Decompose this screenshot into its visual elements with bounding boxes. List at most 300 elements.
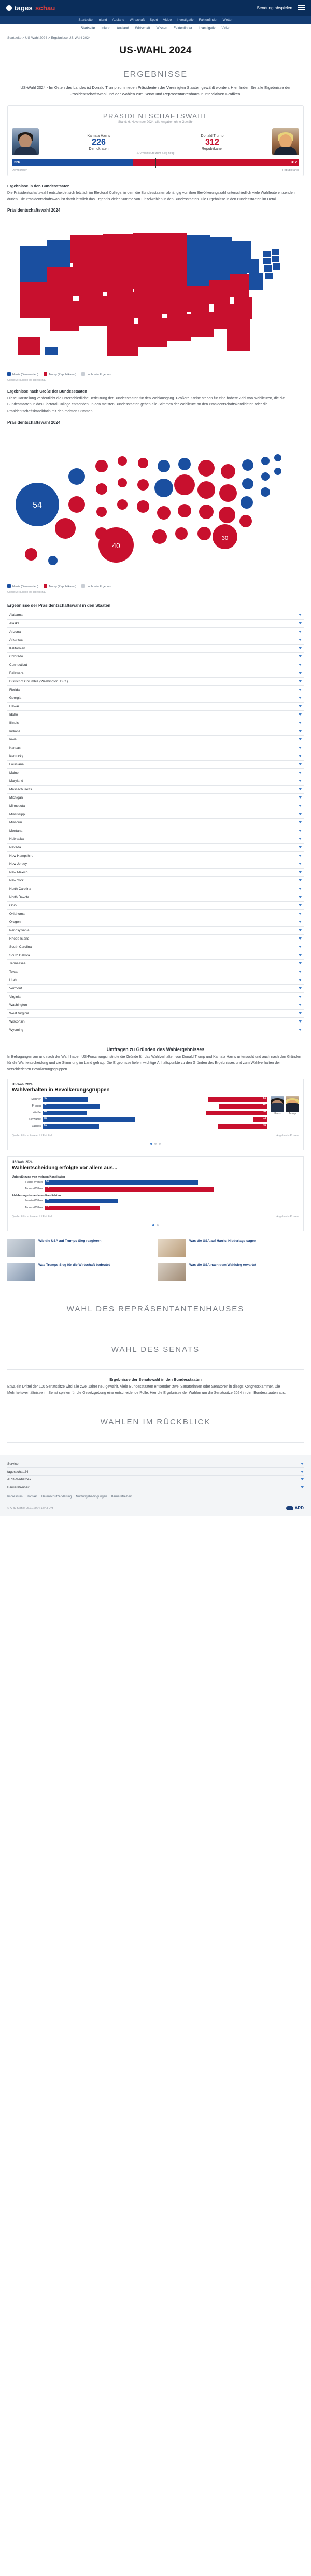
chevron-down-icon [299, 830, 302, 832]
chevron-down-icon [299, 763, 302, 765]
poll1-harris-bar [43, 1117, 135, 1122]
state-accordion-item[interactable] [7, 802, 304, 810]
harris-electoral-votes: 226 [92, 137, 106, 147]
map2-block-label: Ergebnisse nach Größe der Bundesstaaten [7, 389, 87, 394]
poll1-harris-value: 85 [44, 1116, 48, 1120]
chevron-down-icon [299, 838, 302, 840]
chevron-down-icon [299, 722, 302, 724]
nav-item-5[interactable]: Faktenfinder [173, 26, 192, 30]
presidential-result-card [7, 105, 304, 176]
state-name: Indiana [9, 729, 21, 733]
poll2-row [12, 1205, 299, 1211]
state-name: Kalifornien [9, 646, 25, 650]
poll1-harris-photo [271, 1096, 284, 1112]
state-name: New Jersey [9, 862, 27, 866]
state-accordion-item[interactable] [7, 678, 304, 686]
poll-chart-motivation [7, 1156, 304, 1231]
poll1-candidate-heads [271, 1096, 299, 1130]
state-accordion-item[interactable] [7, 951, 304, 960]
chevron-down-icon [299, 846, 302, 848]
poll2-row-label: Harris-Wähler [25, 1199, 43, 1202]
poll2-value: 32 [46, 1198, 50, 1201]
divider-senate [7, 1369, 304, 1370]
tagesschau-logo[interactable] [6, 4, 55, 12]
harris-party: Demokraten [89, 147, 109, 151]
chevron-down-icon [299, 929, 302, 931]
teaser-grid [7, 1239, 304, 1281]
state-accordion-item[interactable] [7, 927, 304, 935]
chevron-down-icon [299, 1029, 302, 1031]
poll1-row-label: Schwarze [28, 1118, 41, 1121]
live-play-label[interactable]: Sendung abspielen [257, 5, 292, 10]
subnav-item-8[interactable]: Wetter [222, 18, 233, 22]
poll1-row [12, 1096, 267, 1103]
state-name: Louisiana [9, 762, 24, 766]
state-accordion-item[interactable] [7, 794, 304, 802]
map1-legend-1: Trump (Republikaner) [44, 372, 76, 376]
state-accordion-item[interactable] [7, 636, 304, 645]
state-name: North Dakota [9, 895, 30, 899]
poll1-row-track [43, 1097, 267, 1102]
teaser-headline[interactable]: Was die USA nach dem Wahlsieg erwartet [189, 1263, 256, 1267]
state-accordion-item[interactable] [7, 744, 304, 752]
chevron-down-icon [301, 1463, 304, 1465]
senate-heading: WAHL DES SENATS [111, 1345, 200, 1354]
chevron-down-icon [299, 647, 302, 649]
footer-link[interactable]: Nutzungsbedingungen [76, 1495, 107, 1499]
chevron-down-icon [299, 730, 302, 732]
nav-item-1[interactable]: Inland [101, 26, 111, 30]
poll1-row-track [43, 1104, 267, 1109]
chevron-down-icon [299, 697, 302, 699]
state-name: Nevada [9, 845, 21, 849]
poll1-trump-value: 57 [263, 1110, 266, 1113]
state-name: Mississippi [9, 812, 26, 816]
footer-section-row[interactable] [7, 1476, 304, 1483]
us-choropleth-map[interactable] [7, 215, 304, 370]
presidential-heading: PRÄSIDENTSCHAFTSWAHL [103, 111, 208, 120]
state-accordion-item[interactable] [7, 852, 304, 860]
poll2-row-track [45, 1206, 299, 1210]
teaser-thumbnail [7, 1263, 35, 1281]
map2-legend-2: noch kein Ergebnis [81, 584, 111, 589]
state-accordion-item[interactable] [7, 960, 304, 968]
poll2-bar [45, 1187, 214, 1192]
state-name: Arizona [9, 629, 21, 634]
state-name: Wyoming [9, 1028, 24, 1032]
state-name: Minnesota [9, 804, 25, 808]
teaser-thumbnail [158, 1263, 186, 1281]
state-accordion-item[interactable] [7, 653, 304, 661]
chevron-down-icon [299, 713, 302, 716]
state-name: Colorado [9, 654, 23, 659]
electoral-bar-trump-value: 312 [291, 161, 297, 164]
state-accordion-item[interactable] [7, 611, 304, 620]
state-accordion-item[interactable] [7, 893, 304, 902]
footer-link[interactable]: Barrierefreiheit [111, 1495, 132, 1499]
divider-retro-bottom [7, 1442, 304, 1443]
poll2-bar [45, 1206, 100, 1210]
electoral-bar-harris-value: 226 [14, 161, 20, 164]
poll1-kicker: US-Wahl 2024 [12, 1083, 33, 1086]
chevron-down-icon [299, 979, 302, 981]
state-accordion-item[interactable] [7, 810, 304, 819]
state-accordion-item[interactable] [7, 860, 304, 869]
subnav-item-7[interactable]: Faktenfinder [199, 18, 218, 22]
logo-dot-icon [6, 5, 12, 11]
state-accordion-item[interactable] [7, 1026, 304, 1034]
state-name: District of Columbia (Washington, D.C.) [9, 679, 68, 683]
chevron-down-icon [299, 755, 302, 757]
nav-item-4[interactable]: Wissen [156, 26, 167, 30]
state-name: Rhode Island [9, 936, 30, 941]
menu-icon[interactable] [298, 5, 305, 10]
poll1-harris-bar [43, 1111, 87, 1115]
state-name: Pennsylvania [9, 928, 30, 932]
electoral-bar-trump [133, 159, 299, 166]
chevron-down-icon [299, 855, 302, 857]
main-nav-bar [0, 24, 311, 33]
chevron-down-icon [301, 1478, 304, 1480]
page-title: US-WAHL 2024 [119, 45, 192, 56]
poll1-harris-bar [43, 1097, 88, 1102]
state-name: Maine [9, 771, 19, 775]
footer-section-label: tagesschau24 [7, 1469, 29, 1474]
chevron-down-icon [299, 780, 302, 782]
map1-legend-2: noch kein Ergebnis [81, 372, 111, 376]
teaser-headline[interactable]: Was Trumps Sieg für die Wirtschaft bedeutet [38, 1263, 110, 1267]
poll1-dot-2[interactable] [154, 1143, 157, 1145]
trump-name: Donald Trump [201, 134, 224, 138]
electoral-bar [12, 159, 299, 166]
poll1-row [12, 1110, 267, 1116]
chevron-down-icon [299, 896, 302, 898]
state-accordion-item[interactable] [7, 761, 304, 769]
top-header-bar [0, 0, 311, 16]
chevron-down-icon [299, 996, 302, 998]
state-name: New Mexico [9, 870, 28, 874]
teaser-headline[interactable]: Wie die USA auf Trumps Sieg reagieren [38, 1239, 102, 1243]
senate-block-label: Ergebnisse der Senatswahl in den Bundesstaaten [109, 1377, 202, 1382]
poll1-trump-value: 13 [263, 1116, 266, 1120]
map2-source: Quelle: AP/Edison via tagesschau [7, 590, 47, 594]
senate-block-text: Etwa ein Drittel der 100 Senatssitze wird alle zwei Jahre neu gewählt. Viele Bundesstaaten entsenden zwei Senatorinnen oder Senatoren in diesgs Kongresskammer. Die Mehrheitsverhältnisse im Senat spielen für die Gesetzgebung eine entscheidende Rolle. Hier die Ergebnisse der Wahlen um die Senatssitze 2024 in den Bundesstaaten aus. [7, 1384, 286, 1395]
poll2-dot-1[interactable] [152, 1224, 154, 1226]
map1-legend-0: Harris (Demokraten) [7, 372, 38, 376]
chevron-down-icon [299, 664, 302, 666]
state-accordion-item[interactable] [7, 844, 304, 852]
chevron-down-icon [299, 639, 302, 641]
teaser-thumbnail [7, 1239, 35, 1257]
chevron-down-icon [299, 863, 302, 865]
chevron-down-icon [301, 1486, 304, 1488]
footer-link[interactable]: Kontakt [26, 1495, 38, 1499]
states-list-title: Ergebnisse der Präsidentschaftswahl in den Staaten [7, 603, 111, 608]
state-name: Montana [9, 829, 23, 833]
state-accordion-item[interactable] [7, 943, 304, 951]
nav-item-0[interactable]: Startseite [80, 26, 95, 30]
poll1-row-label: Frauen [32, 1104, 41, 1108]
poll1-row-track [43, 1124, 267, 1129]
chevron-down-icon [299, 672, 302, 674]
us-bubble-map[interactable] [7, 427, 304, 582]
poll1-harris-value: 41 [44, 1110, 48, 1113]
poll2-row-track [45, 1199, 299, 1203]
nav-item-7[interactable]: Video [221, 26, 231, 30]
state-accordion-item[interactable] [7, 620, 304, 628]
state-name: Connecticut [9, 663, 27, 667]
state-accordion-item[interactable] [7, 711, 304, 719]
harris-photo [12, 128, 39, 155]
state-name: Kentucky [9, 754, 23, 758]
chevron-down-icon [299, 913, 302, 915]
subnav-item-0[interactable]: Startseite [78, 18, 93, 22]
poll1-harris-bar [43, 1124, 99, 1129]
chevron-down-icon [299, 1020, 302, 1023]
state-accordion-item[interactable] [7, 827, 304, 835]
state-name: Massachusetts [9, 787, 32, 791]
poll2-row [12, 1179, 299, 1186]
poll1-harris-value: 53 [44, 1103, 48, 1107]
state-accordion-item[interactable] [7, 1001, 304, 1010]
ard-logo[interactable] [286, 1506, 304, 1510]
state-accordion-item[interactable] [7, 661, 304, 669]
state-name: Arkansas [9, 638, 24, 642]
poll1-rows [12, 1096, 267, 1130]
state-results-map[interactable] [7, 208, 304, 382]
state-accordion-item[interactable] [7, 835, 304, 844]
state-accordion-item[interactable] [7, 1018, 304, 1026]
teaser-card[interactable] [7, 1239, 153, 1257]
poll1-trump-bar [253, 1117, 267, 1122]
map1-source: Quelle: AP/Edison via tagesschau [7, 379, 47, 382]
state-accordion-item[interactable] [7, 686, 304, 694]
footer-section-row[interactable] [7, 1460, 304, 1468]
chevron-down-icon [299, 788, 302, 790]
chevron-down-icon [299, 655, 302, 657]
poll2-row-label: Trump-Wähler [25, 1206, 43, 1209]
chevron-down-icon [299, 971, 302, 973]
state-accordion-item[interactable] [7, 885, 304, 893]
state-accordion-item[interactable] [7, 976, 304, 985]
subnav-item-4[interactable]: Sport [149, 18, 158, 22]
subnav-item-3[interactable]: Wirtschaft [130, 18, 145, 22]
poll1-trump-value: 46 [263, 1123, 266, 1127]
state-accordion-item[interactable] [7, 869, 304, 877]
map2-legend [7, 584, 304, 589]
footer-link[interactable]: Impressum [7, 1495, 23, 1499]
state-accordion-item[interactable] [7, 719, 304, 727]
poll1-trump-bar [206, 1111, 267, 1115]
chevron-down-icon [299, 962, 302, 964]
state-name: Hawaii [9, 704, 20, 708]
poll1-dot-3[interactable] [159, 1143, 161, 1145]
state-accordion-item[interactable] [7, 777, 304, 786]
teaser-headline[interactable]: Was die USA auf Harris' Niederlage sagen [189, 1239, 256, 1243]
state-name: Wisconsin [9, 1019, 25, 1024]
trump-photo [272, 128, 299, 155]
chevron-down-icon [299, 680, 302, 682]
state-name: New Hampshire [9, 853, 34, 858]
chevron-down-icon [299, 1004, 302, 1006]
state-accordion-item[interactable] [7, 628, 304, 636]
house-heading: WAHL DES REPRÄSENTANTENHAUSES [66, 1304, 245, 1313]
state-name: Alaska [9, 621, 20, 625]
nav-item-3[interactable]: Wirtschaft [135, 26, 150, 30]
poll2-unit: Angaben in Prozent [276, 1215, 299, 1219]
bar-foot-left: Demokraten [12, 168, 27, 172]
teaser-card[interactable] [158, 1239, 304, 1257]
page-footer [0, 1455, 311, 1516]
states-accordion [7, 611, 304, 1034]
poll1-row-track [43, 1111, 267, 1115]
breadcrumb[interactable]: Startseite > US-Wahl 2024 > Ergebnisse US-Wahl 2024 [7, 36, 91, 40]
chevron-down-icon [299, 738, 302, 740]
trump-party: Republikaner [201, 147, 223, 151]
poll1-row [12, 1116, 267, 1123]
state-accordion-item[interactable] [7, 786, 304, 794]
state-name: Kansas [9, 746, 21, 750]
poll1-row-label: Männer [31, 1098, 41, 1101]
poll2-bar [45, 1180, 198, 1185]
footer-section-label: Barrierefreiheit [7, 1485, 30, 1489]
chevron-down-icon [299, 937, 302, 940]
state-accordion-item[interactable] [7, 819, 304, 827]
poll2-pagination[interactable] [8, 1222, 303, 1231]
chevron-down-icon [299, 622, 302, 624]
poll1-pagination[interactable] [8, 1140, 303, 1150]
subnav-item-1[interactable]: Inland [97, 18, 107, 22]
poll2-value: 24 [46, 1205, 50, 1208]
teaser-card[interactable] [7, 1263, 153, 1281]
poll1-unit: Angaben in Prozent [276, 1133, 299, 1137]
state-accordion-item[interactable] [7, 769, 304, 777]
harris-name: Kamala Harris [87, 134, 110, 138]
state-accordion-item[interactable] [7, 736, 304, 744]
poll2-rows [12, 1174, 299, 1211]
polls-intro: In Befragungen am und nach der Wahl haben US-Forschungsinstitute die Gründe für das Wahlverhalten von Donald Trump und Kamala Harris untersucht und auch nach den Gründen für die Wahlentscheidung und die Stimmung im Land gefragt. Die Ergebnisse liefern wichtige Anhaltspunkte zu den Gründen des Ergebnisses und zum Wahlverhalten der verschiedenen Bevölkerungsgruppen. [7, 1055, 301, 1072]
electoral-bar-harris [12, 159, 133, 166]
state-accordion-item[interactable] [7, 968, 304, 976]
poll1-dot-1[interactable] [150, 1143, 152, 1145]
chevron-down-icon [299, 954, 302, 956]
chevron-down-icon [299, 614, 302, 616]
state-accordion-item[interactable] [7, 694, 304, 703]
state-name: Texas [9, 970, 18, 974]
chevron-down-icon [299, 888, 302, 890]
state-name: Missouri [9, 820, 22, 824]
chevron-down-icon [299, 821, 302, 823]
state-name: Ohio [9, 903, 17, 907]
chevron-down-icon [299, 796, 302, 799]
state-name: West Virginia [9, 1011, 30, 1015]
map1-legend [7, 372, 304, 376]
state-accordion-item[interactable] [7, 1010, 304, 1018]
poll-chart-demographics [7, 1079, 304, 1150]
state-name: Delaware [9, 671, 24, 675]
chevron-down-icon [299, 772, 302, 774]
poll2-dot-2[interactable] [157, 1224, 159, 1226]
footer-section-row[interactable] [7, 1468, 304, 1476]
nav-item-6[interactable]: Investigativ [199, 26, 216, 30]
poll2-row [12, 1198, 299, 1205]
chevron-down-icon [301, 1471, 304, 1473]
subnav-item-5[interactable]: Video [163, 18, 172, 22]
poll2-group-label: Ablehnung des anderen Kandidaten [12, 1194, 61, 1197]
poll2-row [12, 1186, 299, 1193]
state-accordion-item[interactable] [7, 902, 304, 910]
footer-link[interactable]: Datenschutzerklärung [41, 1495, 72, 1499]
presidential-subheading: Stand: 6. November 2024, alle Angaben ohne Gewähr [118, 120, 193, 124]
logo-text-2: schau [35, 4, 55, 12]
state-name: Alabama [9, 613, 23, 617]
state-name: Tennessee [9, 961, 26, 965]
state-accordion-item[interactable] [7, 993, 304, 1001]
state-name: Oregon [9, 920, 21, 924]
state-accordion-item[interactable] [7, 877, 304, 885]
state-bubble-map[interactable] [7, 420, 304, 594]
subnav-item-2[interactable]: Ausland [112, 18, 124, 22]
state-accordion-item[interactable] [7, 918, 304, 927]
state-accordion-item[interactable] [7, 669, 304, 678]
poll2-bar [45, 1199, 118, 1203]
poll1-title: Wahlverhalten in Bevölkerungsgruppen [12, 1087, 110, 1093]
subnav-item-6[interactable]: Investigativ [176, 18, 194, 22]
poll2-row-label: Harris-Wähler [25, 1181, 43, 1184]
teaser-card[interactable] [158, 1263, 304, 1281]
state-accordion-item[interactable] [7, 703, 304, 711]
chevron-down-icon [299, 946, 302, 948]
logo-text-1: tages [15, 4, 33, 12]
state-name: Idaho [9, 712, 18, 717]
poll1-harris-value: 52 [44, 1123, 48, 1127]
poll1-trump-value: 55 [263, 1096, 266, 1100]
poll1-row [12, 1103, 267, 1110]
footer-section-row[interactable] [7, 1483, 304, 1491]
chevron-down-icon [299, 805, 302, 807]
poll1-trump-bar [218, 1124, 267, 1129]
chevron-down-icon [299, 689, 302, 691]
state-name: Illinois [9, 721, 19, 725]
poll1-source: Quelle: Edison Research / Exit Poll [12, 1133, 52, 1137]
state-accordion-item[interactable] [7, 752, 304, 761]
footer-section-label: ARD-Mediathek [7, 1477, 31, 1481]
footer-copyright: © ARD Stand: 06.11.2024 12:43 Uhr [7, 1506, 53, 1510]
chevron-down-icon [299, 705, 302, 707]
poll2-row-track [45, 1187, 299, 1192]
map1-title: Präsidentschaftswahl 2024 [7, 208, 61, 213]
poll1-trump-photo [286, 1096, 299, 1112]
poll1-trump-label: Trump [288, 1112, 296, 1115]
poll1-trump-bar [219, 1104, 267, 1109]
state-accordion-item[interactable] [7, 910, 304, 918]
poll1-row-label: Weiße [33, 1111, 41, 1114]
teaser-thumbnail [158, 1239, 186, 1257]
state-accordion-item[interactable] [7, 645, 304, 653]
poll1-trump-value: 45 [263, 1103, 266, 1107]
state-name: Maryland [9, 779, 23, 783]
state-name: South Dakota [9, 953, 30, 957]
state-accordion-item[interactable] [7, 985, 304, 993]
votes-needed-label: 270 Wahlleute zum Sieg nötig [136, 151, 175, 155]
chevron-down-icon [299, 987, 302, 989]
state-accordion-item[interactable] [7, 935, 304, 943]
state-accordion-item[interactable] [7, 727, 304, 736]
nav-item-2[interactable]: Ausland [117, 26, 129, 30]
trump-electoral-votes: 312 [205, 137, 219, 147]
poll2-kicker: US-Wahl 2024 [12, 1160, 33, 1164]
chevron-down-icon [299, 871, 302, 873]
